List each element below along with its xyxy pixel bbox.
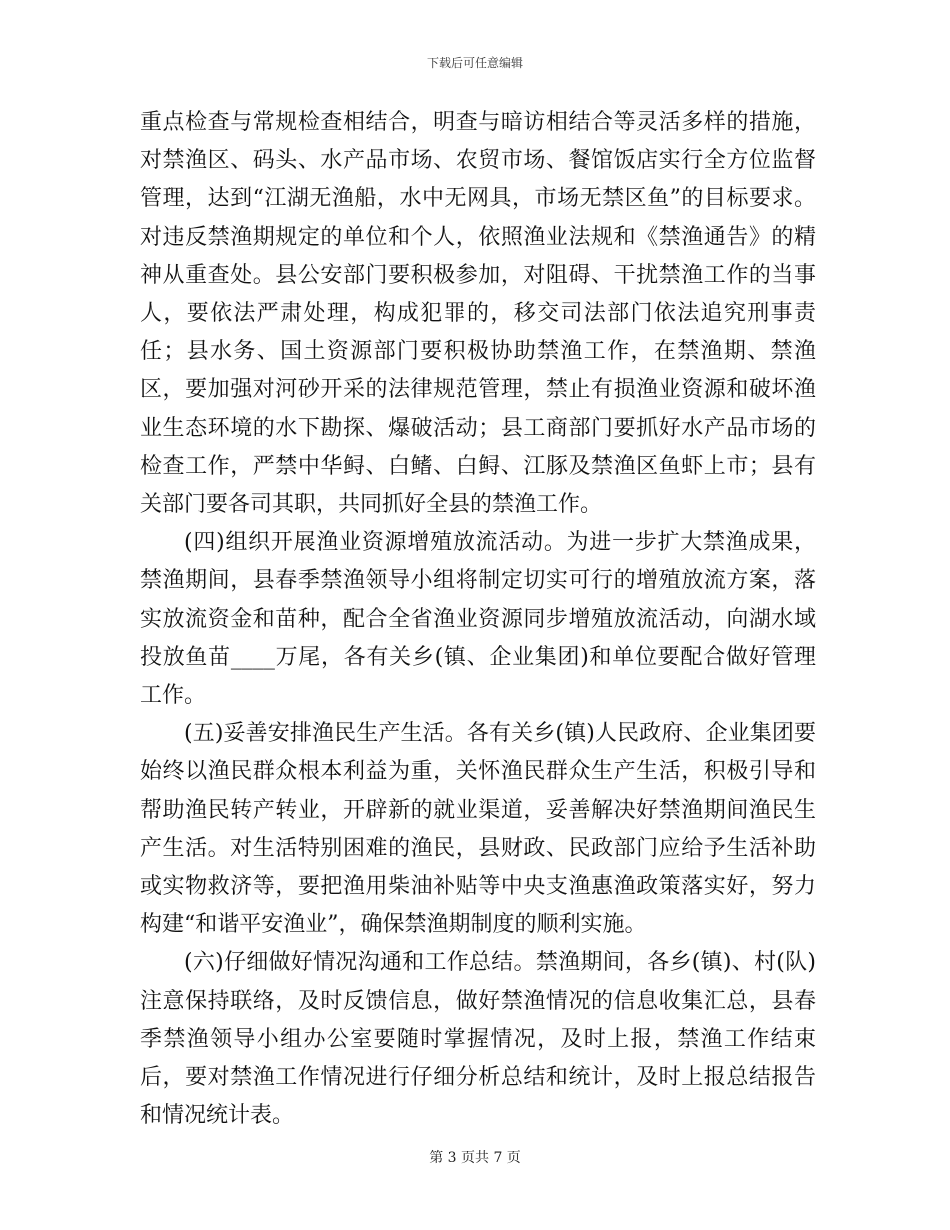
- paragraph-inspection-measures: 重点检查与常规检查相结合，明查与暗访相结合等灵活多样的措施，对禁渔区、码头、水产品市场、农贸市场、餐馆饭店实行全方位监督管理，达到“江湖无渔船，水中无网具，市场无禁区鱼”的目标要求。对违反禁渔期规定的单位和个人，依照渔业法规和《禁渔通告》的精神从重查处。县公安部门要积极参加，对阻碍、干扰禁渔工作的当事人，要依法严肃处理，构成犯罪的，移交司法部门依法追究刑事责任；县水务、国土资源部门要积极协助禁渔工作，在禁渔期、禁渔区，要加强对河砂开采的法律规范管理，禁止有损渔业资源和破坏渔业生态环境的水下勘探、爆破活动；县工商部门要抓好水产品市场的检查工作，严禁中华鲟、白鳍、白鲟、江豚及禁渔区鱼虾上市；县有关部门要各司其职，共同抓好全县的禁渔工作。: [140, 110, 816, 518]
- page-header-note: 下载后可任意编辑: [426, 56, 523, 70]
- paragraph-section-6-communication-summary: (六)仔细做好情况沟通和工作总结。禁渔期间，各乡(镇)、村(队)注意保持联络，及时反馈信息，做好禁渔情况的信息收集汇总，县春季禁渔领导小组办公室要随时掌握情况，及时上报，禁渔工作结束后，要对禁渔工作情况进行仔细分析总结和统计，及时上报总结报告和情况统计表。: [140, 950, 817, 1129]
- paragraph-section-5-fishermen-livelihood: (五)妥善安排渔民生产生活。各有关乡(镇)人民政府、企业集团要始终以渔民群众根本利益为重，关怀渔民群众生产生活，积极引导和帮助渔民转产转业，开辟新的就业渠道，妥善解决好禁渔期间渔民生产生活。对生活特别困难的渔民，县财政、民政部门应给予生活补助或实物救济等，要把渔用柴油补贴等中央支渔惠渔政策落实好，努力构建“和谐平安渔业”，确保禁渔期制度的顺利实施。: [140, 721, 816, 938]
- paragraph-section-4-stocking: (四)组织开展渔业资源增殖放流活动。为进一步扩大禁渔成果，禁渔期间，县春季禁渔领导小组将制定切实可行的增殖放流方案，落实放流资金和苗种，配合全省渔业资源同步增殖放流活动，向湖水域投放鱼苗____万尾，各有关乡(镇、企业集团)和单位要配合做好管理工作。: [140, 530, 816, 709]
- page-number: 第 3 页共 7 页: [429, 1150, 521, 1166]
- document-body: [140, 104, 816, 1135]
